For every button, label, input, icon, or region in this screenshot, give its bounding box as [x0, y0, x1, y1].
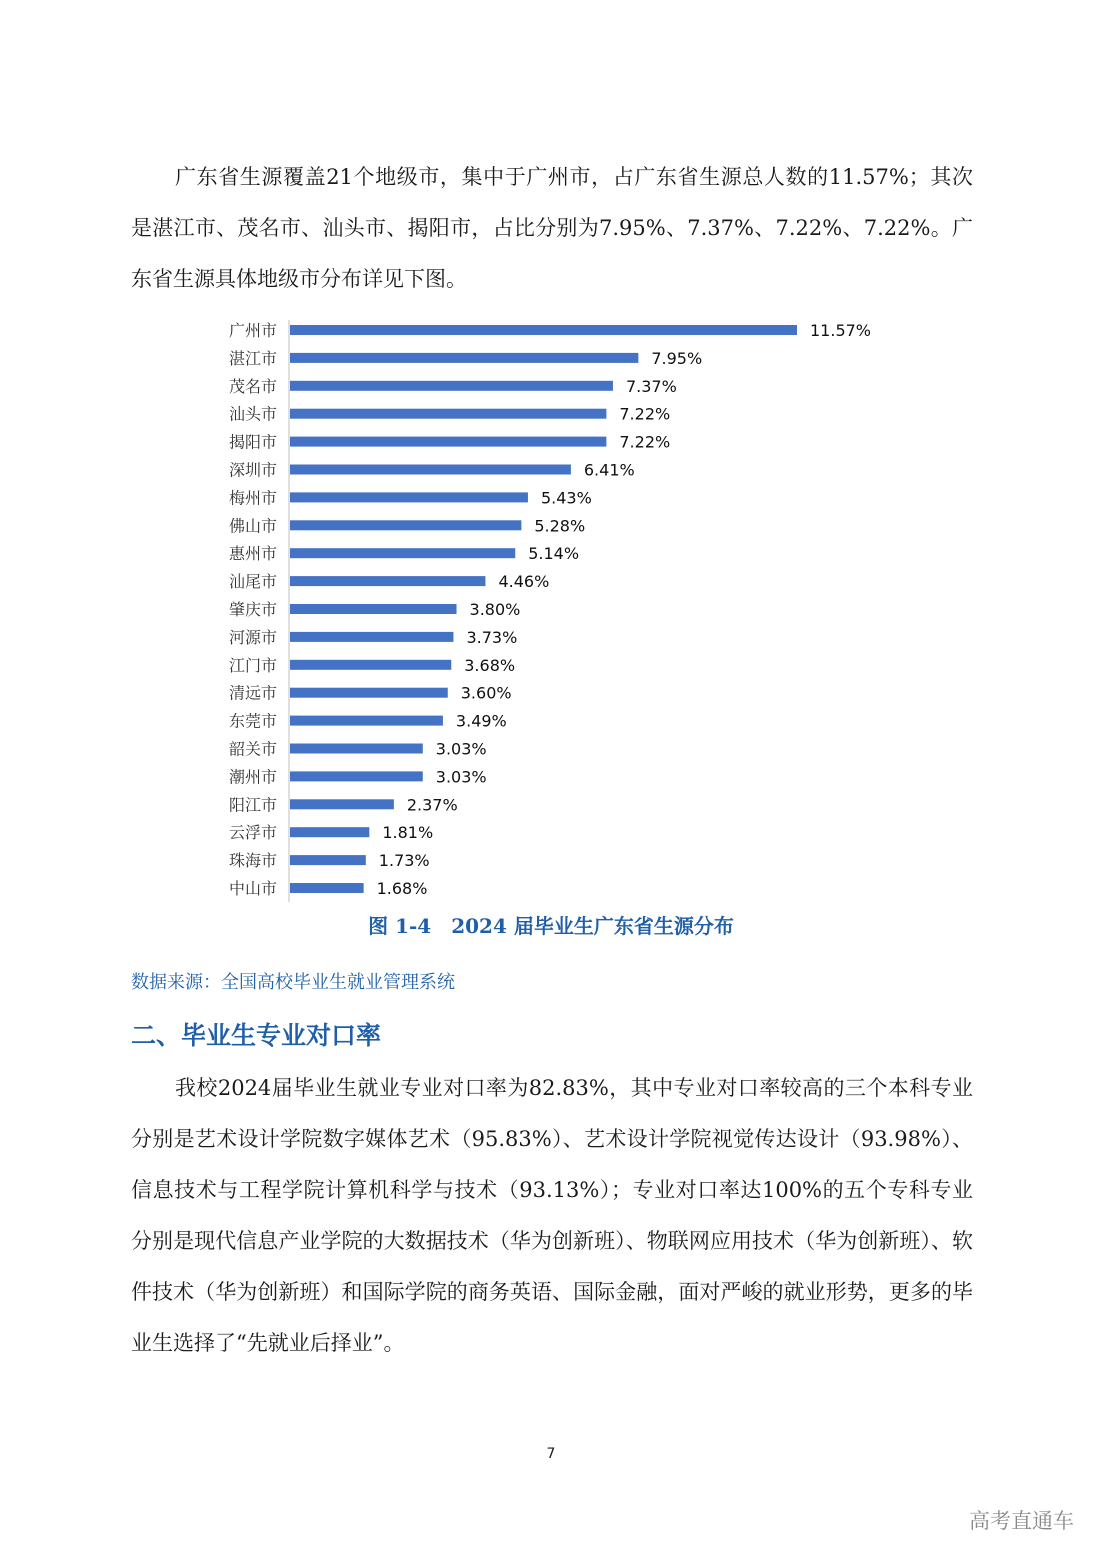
- value-label: 7.22%: [619, 432, 671, 452]
- value-label: 3.68%: [464, 655, 516, 675]
- category-label: 韶关市: [228, 739, 277, 759]
- bar: [290, 632, 453, 642]
- category-label: 东莞市: [228, 711, 277, 731]
- category-label: 惠州市: [228, 544, 277, 564]
- category-label: 潮州市: [228, 767, 277, 787]
- bar: [290, 353, 638, 363]
- category-label: 汕头市: [228, 404, 277, 424]
- intro-paragraph: 广东省生源覆盖21个地级市，集中于广州市，占广东省生源总人数的11.57%；其次是湛江市、茂名市、汕头市、揭阳市，占比分别为7.95%、7.37%、7.22%、7.22%。广东省生源具体地级市分布详见下图。: [131, 165, 973, 291]
- bar: [290, 576, 485, 586]
- category-label: 梅州市: [228, 488, 277, 508]
- category-label: 肇庆市: [228, 600, 277, 619]
- category-label: 广州市: [228, 321, 277, 340]
- value-label: 2.37%: [406, 795, 458, 815]
- bar: [290, 771, 423, 781]
- category-label: 珠海市: [228, 851, 277, 871]
- page-number: 7: [546, 1446, 556, 1462]
- category-label: 茂名市: [228, 376, 277, 396]
- category-label: 中山市: [228, 879, 277, 898]
- value-label: 7.22%: [619, 404, 671, 424]
- bar: [290, 855, 366, 865]
- category-label: 深圳市: [228, 460, 277, 480]
- value-label: 3.03%: [435, 739, 487, 759]
- value-label: 5.43%: [540, 488, 592, 508]
- value-label: 3.03%: [435, 767, 487, 787]
- watermark-text: 高考直通车: [969, 1509, 1074, 1533]
- value-label: 7.95%: [651, 348, 703, 368]
- bar: [290, 744, 423, 754]
- figure-caption: 图 1-4 2024 届毕业生广东省生源分布: [368, 914, 734, 938]
- value-label: 5.14%: [528, 544, 580, 564]
- bar: [290, 660, 451, 670]
- value-label: 3.49%: [455, 711, 507, 731]
- category-label: 佛山市: [228, 516, 277, 536]
- bar: [290, 492, 528, 502]
- bar: [290, 465, 571, 475]
- guangdong-source-bar-chart: [0, 310, 1102, 910]
- bar: [290, 437, 606, 447]
- value-label: 6.41%: [583, 460, 635, 480]
- value-label: 4.46%: [498, 572, 550, 592]
- bar: [290, 604, 457, 614]
- value-label: 1.68%: [376, 879, 428, 898]
- value-label: 11.57%: [810, 321, 872, 340]
- bar: [290, 548, 515, 558]
- value-label: 7.37%: [625, 376, 677, 396]
- bar: [290, 381, 613, 391]
- bar: [290, 325, 797, 335]
- bar: [290, 409, 606, 419]
- value-label: 3.73%: [466, 627, 518, 647]
- bar: [290, 827, 369, 837]
- category-label: 江门市: [228, 655, 277, 675]
- value-label: 3.60%: [460, 683, 512, 703]
- category-label: 湛江市: [228, 348, 277, 368]
- section-heading: 二、毕业生专业对口率: [131, 1021, 382, 1050]
- category-label: 清远市: [228, 683, 277, 703]
- value-label: 1.73%: [378, 851, 430, 871]
- category-label: 河源市: [228, 627, 277, 647]
- bar: [290, 883, 364, 893]
- bar: [290, 520, 521, 530]
- value-label: 1.81%: [382, 823, 434, 843]
- bar: [290, 799, 394, 809]
- category-label: 云浮市: [228, 823, 277, 843]
- value-label: 5.28%: [534, 516, 586, 536]
- major-match-paragraph: 我校2024届毕业生就业专业对口率为82.83%，其中专业对口率较高的三个本科专业分别是艺术设计学院数字媒体艺术（95.83%）、艺术设计学院视觉传达设计（93.98%）、信息技术与工程学院计算机科学与技术（93.13%）；专业对口率达100%的五个专科专业分别是现代信息产业学院的大数据技术（华为创新班）、物联网应用技术（华为创新班）、软件技术（华为创新班）和国际学院的商务英语、国际金融，面对严峻的就业形势，更多的毕业生选择了“先就业后择业”。: [131, 1076, 973, 1355]
- category-label: 阳江市: [228, 795, 277, 815]
- bar: [290, 688, 448, 698]
- category-label: 汕尾市: [228, 572, 277, 592]
- value-label: 3.80%: [469, 600, 521, 619]
- bar: [290, 716, 443, 726]
- category-label: 揭阳市: [228, 432, 277, 452]
- data-source-note: 数据来源：全国高校毕业生就业管理系统: [131, 972, 455, 993]
